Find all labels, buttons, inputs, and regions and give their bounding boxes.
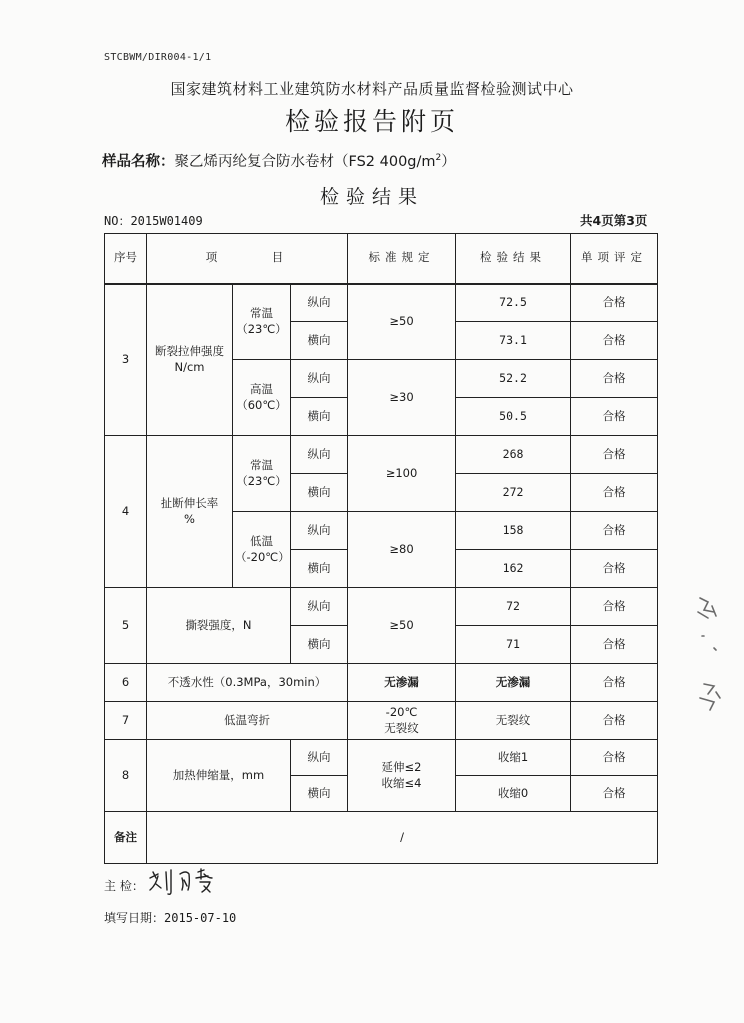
- item-name: 加热伸缩量，mm: [147, 740, 291, 812]
- test-condition: 高温 （60℃）: [233, 360, 291, 436]
- seal-fragment: [690, 588, 726, 718]
- remarks-value: /: [147, 812, 658, 864]
- result-value: 收缩1: [456, 740, 571, 776]
- sample-name-label: 样品名称：: [102, 154, 175, 170]
- item-no: 6: [105, 664, 147, 702]
- evaluation: 合格: [571, 664, 658, 702]
- standard-value: ≥80: [348, 512, 456, 588]
- test-condition: 常温 （23℃）: [233, 284, 291, 360]
- direction: 纵向: [291, 360, 348, 398]
- header-evaluation: 单项评定: [571, 234, 658, 284]
- standard-value: ≥30: [348, 360, 456, 436]
- evaluation: 合格: [571, 512, 658, 550]
- evaluation: 合格: [571, 398, 658, 436]
- direction: 横向: [291, 626, 348, 664]
- result-value: 158: [456, 512, 571, 550]
- header-standard: 标准规定: [348, 234, 456, 284]
- report-number-label: NO：: [104, 214, 131, 228]
- inspector-signature: [146, 864, 230, 900]
- result-value: 72: [456, 588, 571, 626]
- direction: 纵向: [291, 284, 348, 322]
- standard-value: ≥100: [348, 436, 456, 512]
- evaluation: 合格: [571, 284, 658, 322]
- standard-value: 延伸≤2 收缩≤4: [348, 740, 456, 812]
- result-value: 72.5: [456, 284, 571, 322]
- evaluation: 合格: [571, 588, 658, 626]
- remarks-label: 备注: [105, 812, 147, 864]
- table-header-row: [105, 234, 658, 284]
- result-value: 50.5: [456, 398, 571, 436]
- inspector-label: 主 检：: [104, 879, 144, 893]
- result-value: 无裂纹: [456, 702, 571, 740]
- item-no: 4: [105, 436, 147, 588]
- item-no: 7: [105, 702, 147, 740]
- header-result: 检验结果: [456, 234, 571, 284]
- result-value: 73.1: [456, 322, 571, 360]
- direction: 横向: [291, 322, 348, 360]
- standard-value: -20℃ 无裂纹: [348, 702, 456, 740]
- table-row: [105, 588, 658, 626]
- header-no: 序号: [105, 234, 147, 284]
- item-name: 断裂拉伸强度 N/cm: [147, 284, 233, 436]
- result-value: 71: [456, 626, 571, 664]
- item-name: 撕裂强度，N: [147, 588, 291, 664]
- fill-date-label: 填写日期：: [104, 911, 165, 925]
- evaluation: 合格: [571, 626, 658, 664]
- direction: 纵向: [291, 512, 348, 550]
- item-no: 8: [105, 740, 147, 812]
- document-id: STCBWM/DIR004-1/1: [104, 52, 212, 63]
- item-name: 不透水性（0.3MPa，30min）: [147, 664, 348, 702]
- table-row: [105, 664, 658, 702]
- evaluation: 合格: [571, 474, 658, 512]
- page-count: 共4页第3页: [580, 213, 648, 228]
- result-value: 无渗漏: [456, 664, 571, 702]
- fill-date-value: 2015-07-10: [164, 911, 237, 925]
- results-table: [104, 233, 658, 864]
- standard-value: ≥50: [348, 588, 456, 664]
- evaluation: 合格: [571, 550, 658, 588]
- result-value: 268: [456, 436, 571, 474]
- evaluation: 合格: [571, 776, 658, 812]
- table-row: [105, 436, 658, 474]
- item-name: 扯断伸长率 %: [147, 436, 233, 588]
- evaluation: 合格: [571, 702, 658, 740]
- sample-name-line: [102, 150, 456, 171]
- remarks-row: [105, 812, 658, 864]
- table-row: [105, 740, 658, 776]
- item-no: 3: [105, 284, 147, 436]
- sample-name-close: ）: [441, 154, 456, 170]
- header-item: 项 目: [147, 234, 348, 284]
- direction: 横向: [291, 776, 348, 812]
- fill-date-line: [104, 909, 236, 926]
- standard-value: 无渗漏: [348, 664, 456, 702]
- standard-value: ≥50: [348, 284, 456, 360]
- evaluation: 合格: [571, 740, 658, 776]
- direction: 横向: [291, 398, 348, 436]
- direction: 横向: [291, 550, 348, 588]
- direction: 纵向: [291, 588, 348, 626]
- report-number: [104, 212, 203, 229]
- result-title: 检验结果: [319, 186, 424, 208]
- sample-name: 聚乙烯丙纶复合防水卷材（FS2 400g/m: [174, 154, 436, 170]
- item-no: 5: [105, 588, 147, 664]
- result-value: 52.2: [456, 360, 571, 398]
- result-value: 162: [456, 550, 571, 588]
- result-value: 收缩0: [456, 776, 571, 812]
- evaluation: 合格: [571, 360, 658, 398]
- item-name: 低温弯折: [147, 702, 348, 740]
- direction: 横向: [291, 474, 348, 512]
- evaluation: 合格: [571, 322, 658, 360]
- result-value: 272: [456, 474, 571, 512]
- report-number-value: 2015W01409: [130, 214, 203, 228]
- test-condition: 常温 （23℃）: [233, 436, 291, 512]
- report-title: 检验报告附页: [284, 107, 459, 136]
- table-row: [105, 702, 658, 740]
- test-condition: 低温 （-20℃）: [233, 512, 291, 588]
- sample-name-superscript: 2: [435, 153, 442, 164]
- evaluation: 合格: [571, 436, 658, 474]
- direction: 纵向: [291, 740, 348, 776]
- table-row: [105, 284, 658, 322]
- direction: 纵向: [291, 436, 348, 474]
- organization-name: 国家建筑材料工业建筑防水材料产品质量监督检验测试中心: [170, 80, 574, 98]
